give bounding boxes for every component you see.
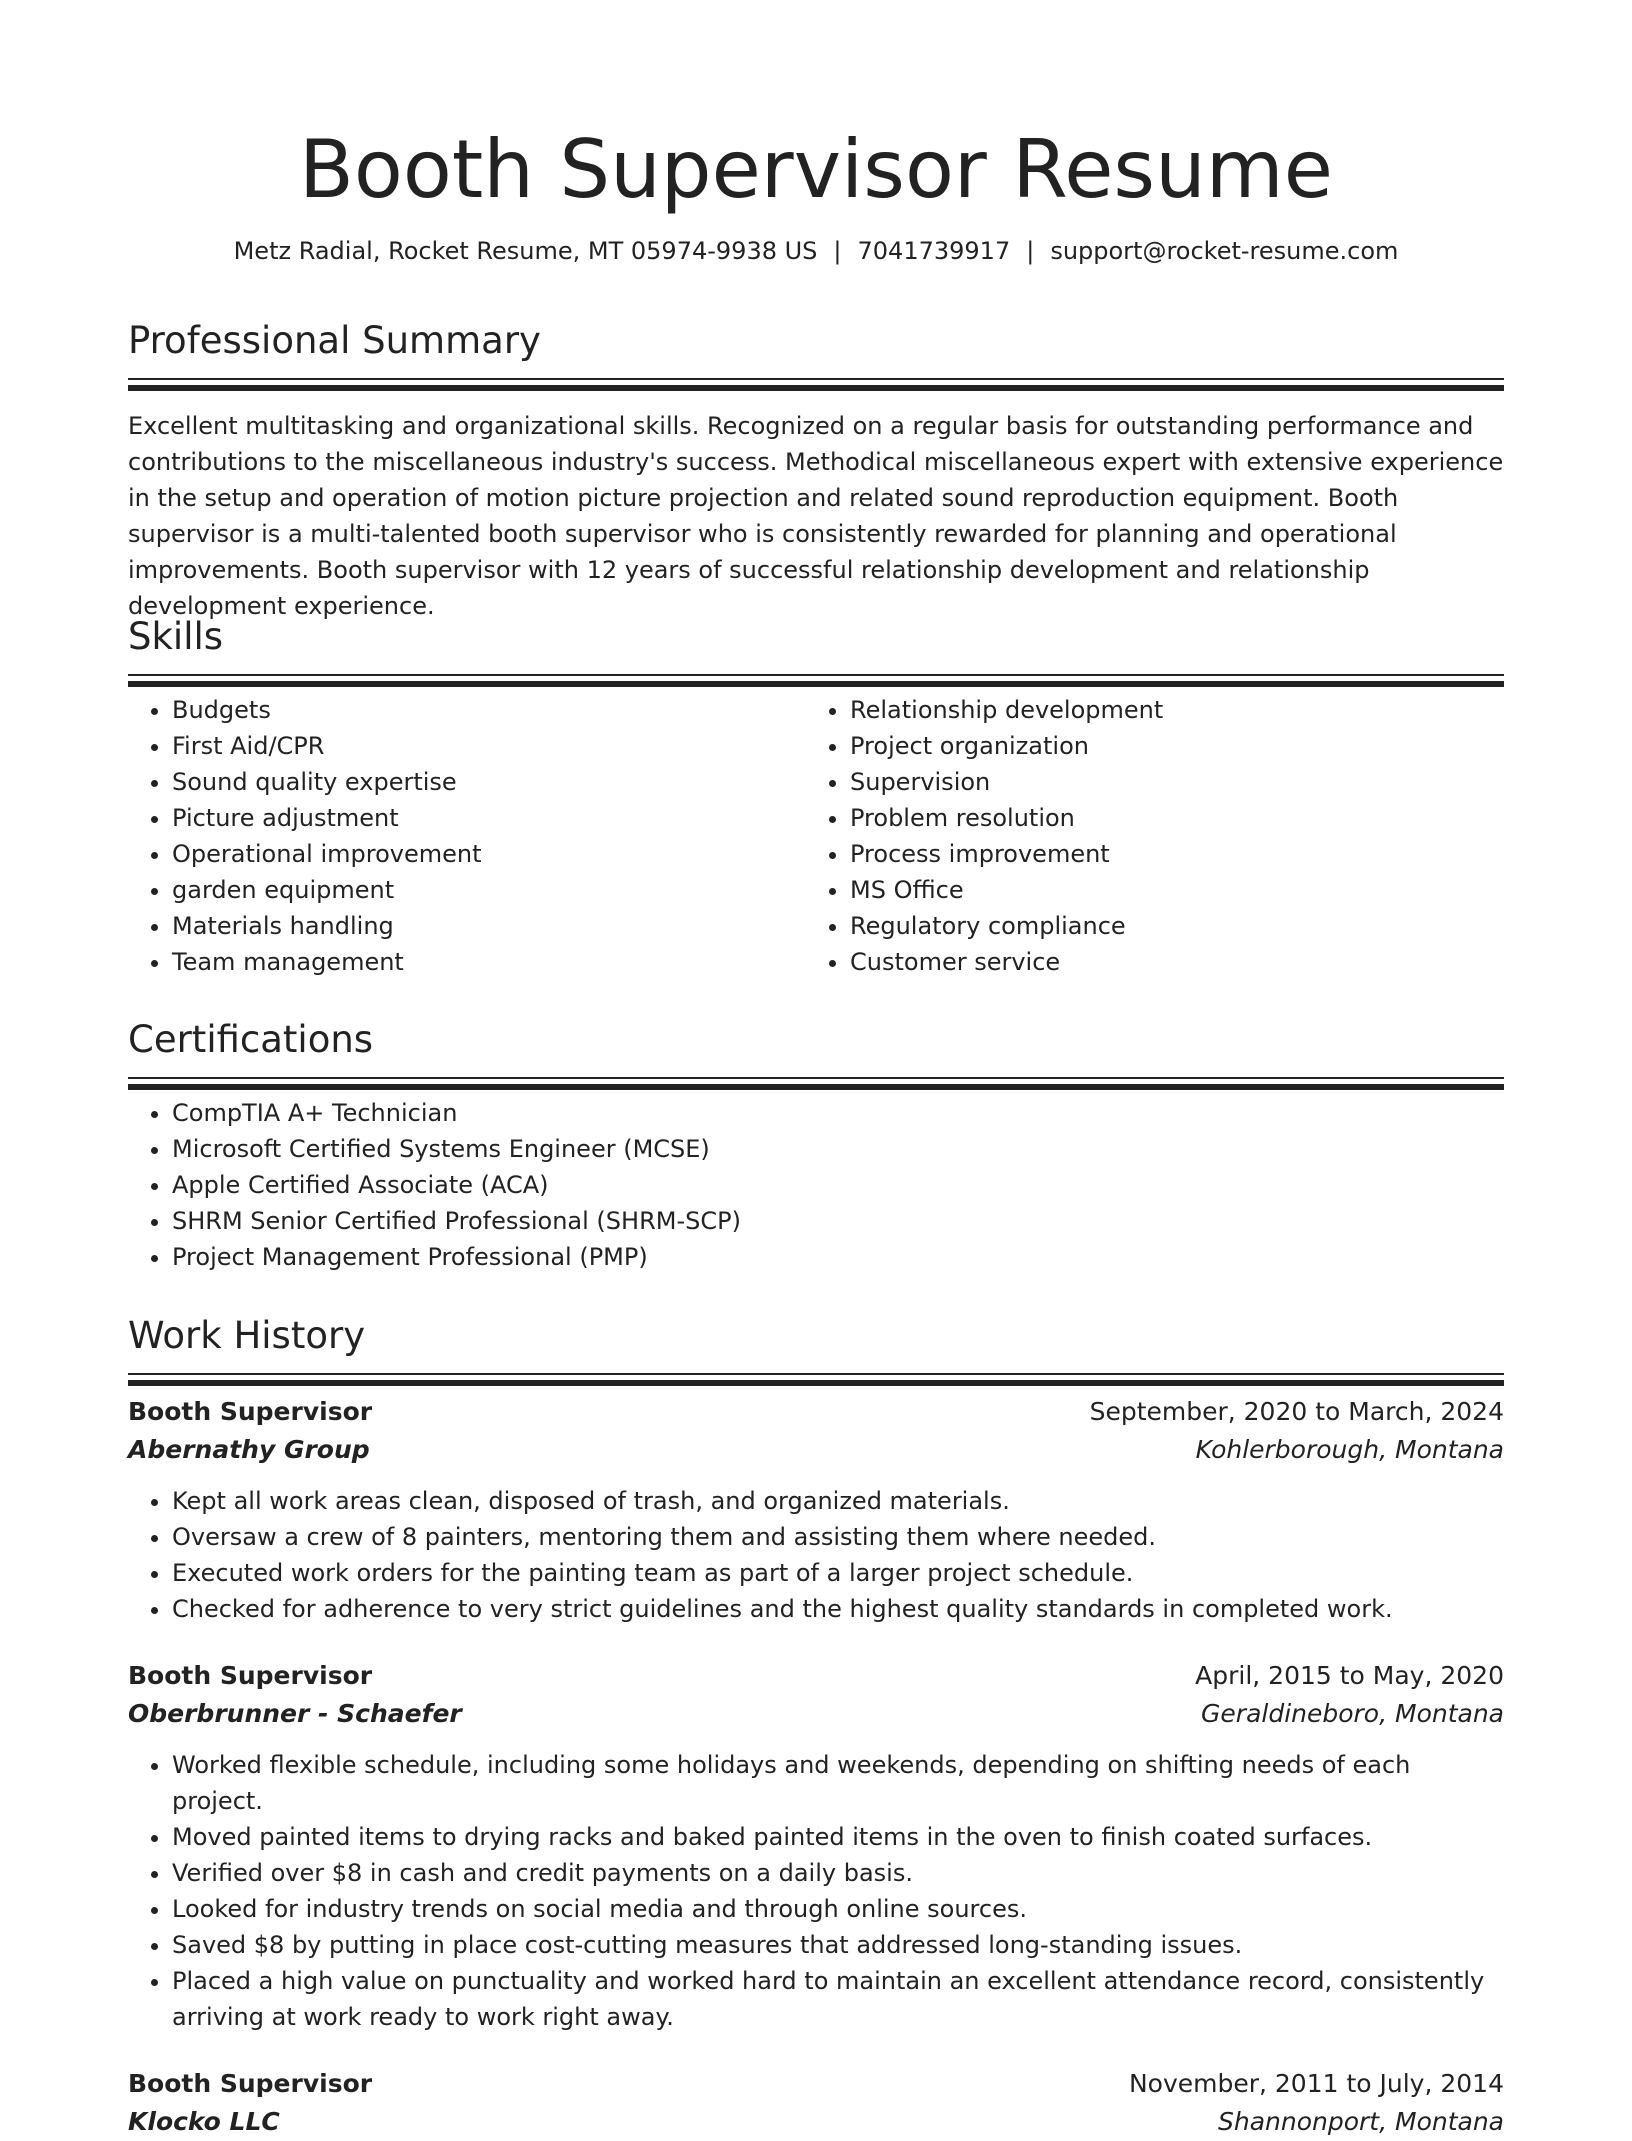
- job-company: Oberbrunner - Schaefer: [128, 1699, 462, 1728]
- skill-item: • Regulatory compliance: [850, 908, 1484, 944]
- certifications-list: [128, 1095, 1504, 1275]
- skill-item: • Problem resolution: [850, 800, 1484, 836]
- certification-item: • SHRM Senior Certified Professional (SHRM-SCP): [172, 1203, 1504, 1239]
- job-header: [128, 1393, 1504, 1431]
- contact-separator: |: [833, 237, 842, 265]
- job-company: Abernathy Group: [128, 1435, 370, 1464]
- resume-title: Booth Supervisor Resume: [299, 123, 1333, 216]
- certifications-heading: Certifications: [128, 1018, 374, 1061]
- skill-item: • MS Office: [850, 872, 1484, 908]
- job-title: Booth Supervisor: [128, 1397, 373, 1426]
- job-title: Booth Supervisor: [128, 1661, 373, 1690]
- summary-section: [128, 316, 1504, 624]
- skill-item: • Operational improvement: [172, 836, 806, 872]
- skills-list-left: [128, 692, 806, 980]
- job-bullet: • Verified over $8 in cash and credit payments on a daily basis.: [172, 1855, 1504, 1891]
- job-entry: [128, 1393, 1504, 1627]
- skill-item: • First Aid/CPR: [172, 728, 806, 764]
- skill-item: • Process improvement: [850, 836, 1484, 872]
- job-entry: [128, 2065, 1504, 2141]
- job-subheader: [128, 1431, 1504, 1469]
- work-heading: Work History: [128, 1314, 366, 1357]
- skills-list-right: [806, 692, 1484, 980]
- job-bullet: • Saved $8 by putting in place cost-cutting measures that addressed long-standing issues.: [172, 1927, 1504, 1963]
- certification-item: • Apple Certified Associate (ACA): [172, 1167, 1504, 1203]
- skill-item: • Project organization: [850, 728, 1484, 764]
- job-dates: September, 2020 to March, 2024: [1089, 1397, 1504, 1426]
- skills-section: [128, 612, 1504, 980]
- summary-text: Excellent multitasking and organizational skills. Recognized on a regular basis for outstanding performance and contributions to the miscellaneous industry's success. Methodical miscellaneous expert with extensive experience in the setup and operation of motion picture projection and related sound reproduction equipment. Booth supervisor is a multi-talented booth supervisor who is consistently rewarded for planning and operational improvements. Booth supervisor with 12 years of successful relationship development and relationship development experience.: [128, 412, 1504, 620]
- skills-column-left: [128, 692, 806, 980]
- skills-heading: Skills: [128, 615, 224, 658]
- certification-item: • CompTIA A+ Technician: [172, 1095, 1504, 1131]
- section-divider: [128, 378, 1504, 380]
- job-company: Klocko LLC: [128, 2107, 280, 2136]
- resume-page: [128, 0, 1504, 2136]
- skills-columns: [128, 692, 1504, 980]
- job-dates: April, 2015 to May, 2020: [1195, 1661, 1504, 1690]
- contact-address: Metz Radial, Rocket Resume, MT 05974-9938 US: [233, 237, 818, 265]
- section-divider: [128, 674, 1504, 676]
- skill-item: • Team management: [172, 944, 806, 980]
- contact-email: support@rocket-resume.com: [1050, 237, 1399, 265]
- certifications-section: [128, 1015, 1504, 1275]
- section-divider: [128, 1373, 1504, 1375]
- skill-item: • Customer service: [850, 944, 1484, 980]
- contact-line: [128, 234, 1504, 268]
- job-entry: [128, 1657, 1504, 2035]
- job-bullet: • Moved painted items to drying racks and baked painted items in the oven to finish coated surfaces.: [172, 1819, 1504, 1855]
- job-location: Shannonport, Montana: [1218, 2107, 1504, 2136]
- job-bullet: • Placed a high value on punctuality and worked hard to maintain an excellent attendance record, consistently arriving at work ready to work right away.: [172, 1963, 1504, 2035]
- skill-item: • Sound quality expertise: [172, 764, 806, 800]
- skill-item: • Relationship development: [850, 692, 1484, 728]
- summary-heading: Professional Summary: [128, 319, 541, 362]
- job-subheader: [128, 2103, 1504, 2141]
- job-location: Kohlerborough, Montana: [1195, 1435, 1504, 1464]
- section-divider: [128, 1077, 1504, 1079]
- job-dates: November, 2011 to July, 2014: [1128, 2069, 1504, 2098]
- job-subheader: [128, 1695, 1504, 1733]
- contact-separator: |: [1026, 237, 1035, 265]
- skills-column-right: [806, 692, 1484, 980]
- job-bullet: • Oversaw a crew of 8 painters, mentoring them and assisting them where needed.: [172, 1519, 1504, 1555]
- job-header: [128, 1657, 1504, 1695]
- job-header: [128, 2065, 1504, 2103]
- job-bullet: • Worked flexible schedule, including some holidays and weekends, depending on shifting needs of each project.: [172, 1747, 1504, 1819]
- skill-item: • Budgets: [172, 692, 806, 728]
- work-section: [128, 1311, 1504, 2141]
- job-location: Geraldineboro, Montana: [1201, 1699, 1504, 1728]
- job-bullet: • Executed work orders for the painting team as part of a larger project schedule.: [172, 1555, 1504, 1591]
- job-bullet: • Looked for industry trends on social media and through online sources.: [172, 1891, 1504, 1927]
- skill-item: • garden equipment: [172, 872, 806, 908]
- certification-item: • Project Management Professional (PMP): [172, 1239, 1504, 1275]
- job-bullets: [128, 1747, 1504, 2035]
- skill-item: • Picture adjustment: [172, 800, 806, 836]
- skill-item: • Supervision: [850, 764, 1484, 800]
- contact-phone: 7041739917: [857, 237, 1011, 265]
- job-bullet: • Checked for adherence to very strict guidelines and the highest quality standards in completed work.: [172, 1591, 1504, 1627]
- certification-item: • Microsoft Certified Systems Engineer (MCSE): [172, 1131, 1504, 1167]
- job-title: Booth Supervisor: [128, 2069, 373, 2098]
- job-bullet: • Kept all work areas clean, disposed of trash, and organized materials.: [172, 1483, 1504, 1519]
- job-bullets: [128, 1483, 1504, 1627]
- skill-item: • Materials handling: [172, 908, 806, 944]
